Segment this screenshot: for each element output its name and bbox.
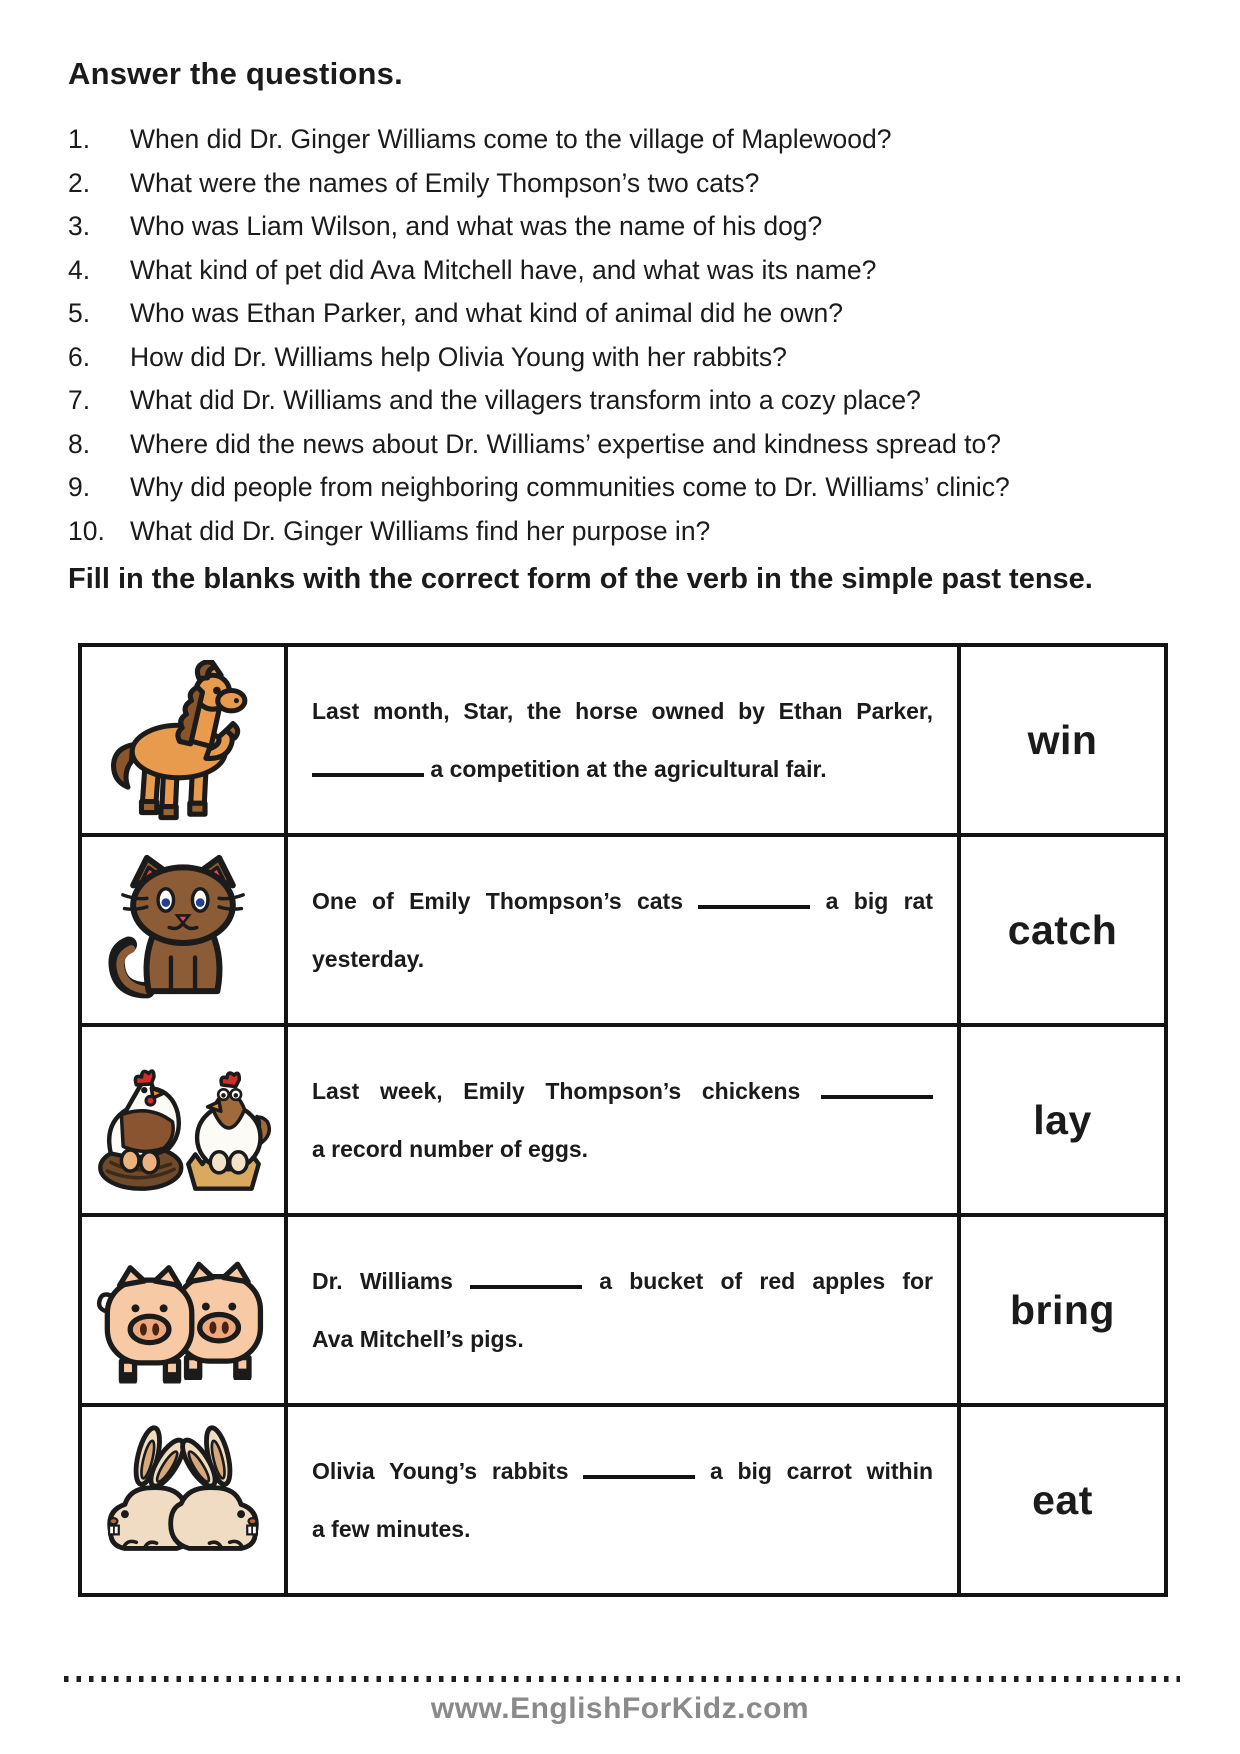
verb-word: eat — [1032, 1476, 1093, 1523]
question-item — [68, 423, 1178, 467]
sentence-text: One of Emily Thompson’s cats — [312, 888, 684, 914]
question-text: Where did the news about Dr. Williams’ expertise and kindness spread to? — [130, 428, 1002, 459]
sentence — [312, 1075, 933, 1165]
question-text: What did Dr. Ginger Williams find her purpose in? — [130, 515, 711, 546]
table-row — [80, 1215, 1166, 1405]
question-number: 5. — [68, 298, 91, 329]
cat-illustration — [97, 851, 269, 1010]
question-item — [68, 162, 1178, 206]
question-item — [68, 466, 1178, 510]
sentence-text: Olivia Young’s rabbits — [312, 1458, 569, 1484]
question-item — [68, 249, 1178, 293]
animal-image-cell — [80, 645, 286, 835]
sentence — [312, 695, 933, 785]
question-number: 1. — [68, 124, 91, 155]
question-number: 3. — [68, 211, 91, 242]
table-row — [80, 835, 1166, 1025]
table-row — [80, 1025, 1166, 1215]
sentence-text: a competition at the agricultural fair. — [430, 756, 827, 782]
question-item — [68, 510, 1178, 554]
animal-image-cell — [80, 1025, 286, 1215]
question-text: Who was Ethan Parker, and what kind of animal did he own? — [130, 298, 843, 329]
animal-image-cell — [80, 1215, 286, 1405]
question-number: 9. — [68, 472, 91, 503]
question-text: What kind of pet did Ava Mitchell have, and what was its name? — [130, 254, 877, 285]
question-item — [68, 336, 1178, 380]
pigs-illustration — [95, 1229, 271, 1392]
dotted-divider — [64, 1676, 1180, 1682]
section-title-questions: Answer the questions. — [68, 56, 403, 91]
rabbits-illustration — [95, 1419, 271, 1582]
verb-word: lay — [1033, 1096, 1092, 1143]
sentence-cell — [286, 835, 959, 1025]
section-title-fill-blanks: Fill in the blanks with the correct form of the verb in the simple past tense. — [68, 563, 1093, 595]
sentence-cell — [286, 1025, 959, 1215]
answer-blank[interactable] — [312, 755, 424, 777]
verb-word: win — [1027, 716, 1098, 763]
question-number: 7. — [68, 385, 91, 416]
question-text: What were the names of Emily Thompson’s two cats? — [130, 167, 760, 198]
sentence — [312, 885, 933, 975]
chickens-illustration — [95, 1039, 271, 1202]
sentence-text: Last month, Star, the horse owned by Ethan Parker, — [312, 698, 933, 724]
question-item — [68, 379, 1178, 423]
sentence-text: Dr. Williams — [312, 1268, 453, 1294]
question-text: When did Dr. Ginger Williams come to the village of Maplewood? — [130, 124, 892, 155]
answer-blank[interactable] — [821, 1077, 933, 1099]
question-item — [68, 205, 1178, 249]
table-row — [80, 645, 1166, 835]
sentence-cell — [286, 645, 959, 835]
verb-cell — [959, 835, 1166, 1025]
answer-blank[interactable] — [698, 887, 810, 909]
question-number: 2. — [68, 167, 91, 198]
answer-blank[interactable] — [583, 1457, 695, 1479]
questions-list — [68, 118, 1178, 553]
animal-image-cell — [80, 835, 286, 1025]
question-number: 8. — [68, 428, 91, 459]
question-number: 6. — [68, 341, 91, 372]
sentence-text: Ava Mitchell’s pigs. — [312, 1326, 524, 1352]
question-text: Who was Liam Wilson, and what was the name of his dog? — [130, 211, 823, 242]
question-number: 4. — [68, 254, 91, 285]
sentence-text: a few minutes. — [312, 1516, 471, 1542]
sentence-text: a record number of eggs. — [312, 1136, 589, 1162]
fill-blanks-table — [78, 643, 1168, 1597]
verb-cell — [959, 645, 1166, 835]
question-item — [68, 118, 1178, 162]
verb-cell — [959, 1025, 1166, 1215]
sentence-cell — [286, 1215, 959, 1405]
verb-cell — [959, 1215, 1166, 1405]
answer-blank[interactable] — [470, 1267, 582, 1289]
sentence-text: Last week, Emily Thompson’s chickens — [312, 1078, 801, 1104]
question-text: What did Dr. Williams and the villagers transform into a cozy place? — [130, 385, 921, 416]
sentence-text: yesterday. — [312, 946, 425, 972]
question-text: Why did people from neighboring communities come to Dr. Williams’ clinic? — [130, 472, 1010, 503]
verb-word: catch — [1007, 906, 1118, 953]
animal-image-cell — [80, 1405, 286, 1595]
sentence-text: a big carrot within — [709, 1458, 934, 1484]
horse-illustration — [94, 660, 272, 821]
question-number: 10. — [68, 515, 105, 546]
verb-cell — [959, 1405, 1166, 1595]
sentence-text: a bucket of red apples for — [599, 1268, 933, 1294]
sentence — [312, 1455, 933, 1545]
question-text: How did Dr. Williams help Olivia Young with her rabbits? — [130, 341, 787, 372]
question-item — [68, 292, 1178, 336]
sentence-cell — [286, 1405, 959, 1595]
verb-word: bring — [1010, 1286, 1115, 1333]
table-row — [80, 1405, 1166, 1595]
sentence-text: a big rat — [825, 888, 934, 914]
footer-website-link[interactable]: www.EnglishForKidz.com — [430, 1692, 810, 1725]
sentence — [312, 1265, 933, 1355]
